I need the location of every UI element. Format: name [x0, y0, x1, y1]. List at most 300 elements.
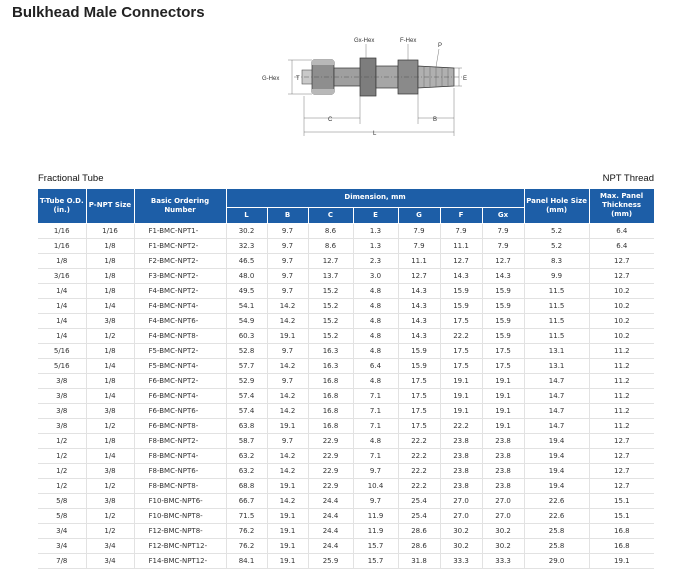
table-row: [38, 343, 654, 358]
cell-dim-g: 22.2: [398, 433, 440, 448]
cell-dim-f: 17.5: [440, 313, 482, 328]
cell-npt-size: 3/8: [86, 403, 134, 418]
cell-dim-g: 14.3: [398, 313, 440, 328]
cell-dim-e: 7.1: [353, 448, 398, 463]
cell-dim-e: 4.8: [353, 328, 398, 343]
cell-dim-l: 60.3: [226, 328, 267, 343]
cell-dim-l: 76.2: [226, 523, 267, 538]
cell-dim-l: 48.0: [226, 268, 267, 283]
cell-ordering-number: F8-BMC-NPT2-: [134, 433, 226, 448]
table-row: [38, 463, 654, 478]
cell-dim-e: 4.8: [353, 373, 398, 388]
cell-dim-gx: 12.7: [482, 253, 524, 268]
cell-dim-b: 9.7: [267, 343, 308, 358]
cell-dim-b: 14.2: [267, 448, 308, 463]
cell-dim-g: 12.7: [398, 268, 440, 283]
cell-panel-thickness: 12.7: [589, 478, 654, 493]
cell-dim-e: 4.8: [353, 433, 398, 448]
cell-dim-l: 57.4: [226, 403, 267, 418]
cell-dim-l: 57.4: [226, 388, 267, 403]
t-label: T: [296, 76, 300, 82]
cell-panel-hole: 22.6: [524, 493, 589, 508]
cell-panel-thickness: 16.8: [589, 523, 654, 538]
cell-dim-g: 17.5: [398, 403, 440, 418]
cell-dim-e: 15.7: [353, 553, 398, 568]
cell-dim-b: 9.7: [267, 223, 308, 238]
cell-ordering-number: F1-BMC-NPT2-: [134, 238, 226, 253]
cell-tube-od: 7/8: [38, 553, 86, 568]
page-title: Bulkhead Male Connectors: [12, 4, 205, 21]
cell-dim-c: 15.2: [308, 328, 353, 343]
cell-dim-gx: 15.9: [482, 283, 524, 298]
cell-npt-size: 3/4: [86, 553, 134, 568]
cell-ordering-number: F8-BMC-NPT4-: [134, 448, 226, 463]
cell-panel-hole: 11.5: [524, 328, 589, 343]
cell-dim-e: 4.8: [353, 313, 398, 328]
cell-dim-b: 19.1: [267, 508, 308, 523]
cell-dim-gx: 23.8: [482, 478, 524, 493]
cell-dim-gx: 23.8: [482, 463, 524, 478]
cell-dim-e: 1.3: [353, 223, 398, 238]
cell-dim-b: 14.2: [267, 358, 308, 373]
cell-panel-thickness: 11.2: [589, 373, 654, 388]
cell-dim-e: 3.0: [353, 268, 398, 283]
cell-dim-g: 7.9: [398, 238, 440, 253]
cell-dim-l: 63.2: [226, 448, 267, 463]
cell-dim-gx: 23.8: [482, 448, 524, 463]
cell-panel-hole: 8.3: [524, 253, 589, 268]
cell-dim-e: 7.1: [353, 418, 398, 433]
cell-panel-hole: 5.2: [524, 223, 589, 238]
cell-dim-gx: 15.9: [482, 328, 524, 343]
c-label: C: [328, 117, 333, 123]
table-row: [38, 313, 654, 328]
cell-dim-g: 17.5: [398, 388, 440, 403]
cell-panel-thickness: 11.2: [589, 403, 654, 418]
cell-dim-b: 9.7: [267, 238, 308, 253]
cell-dim-e: 4.8: [353, 343, 398, 358]
cell-ordering-number: F1-BMC-NPT1-: [134, 223, 226, 238]
cell-tube-od: 1/2: [38, 478, 86, 493]
cell-dim-gx: 23.8: [482, 433, 524, 448]
cell-tube-od: 3/8: [38, 373, 86, 388]
cell-dim-g: 7.9: [398, 223, 440, 238]
spec-table-body: [38, 223, 654, 568]
cell-dim-g: 28.6: [398, 538, 440, 553]
cell-tube-od: 1/2: [38, 463, 86, 478]
table-row: [38, 238, 654, 253]
cell-npt-size: 1/8: [86, 253, 134, 268]
cell-dim-g: 31.8: [398, 553, 440, 568]
cell-npt-size: 1/2: [86, 418, 134, 433]
cell-panel-thickness: 15.1: [589, 508, 654, 523]
cell-dim-f: 19.1: [440, 373, 482, 388]
cell-panel-hole: 19.4: [524, 463, 589, 478]
cell-dim-c: 24.4: [308, 508, 353, 523]
cell-dim-g: 22.2: [398, 463, 440, 478]
cell-dim-c: 22.9: [308, 478, 353, 493]
b-label: B: [433, 117, 438, 123]
cell-tube-od: 1/4: [38, 298, 86, 313]
cell-npt-size: 1/2: [86, 508, 134, 523]
cell-dim-b: 9.7: [267, 433, 308, 448]
cell-panel-hole: 13.1: [524, 343, 589, 358]
cell-dim-l: 58.7: [226, 433, 267, 448]
cell-dim-f: 30.2: [440, 523, 482, 538]
cell-dim-g: 17.5: [398, 418, 440, 433]
cell-dim-b: 19.1: [267, 478, 308, 493]
section-label-tube: Fractional Tube: [38, 173, 104, 184]
header-npt-size: P-NPT Size: [86, 189, 134, 223]
cell-panel-hole: 19.4: [524, 478, 589, 493]
cell-tube-od: 5/8: [38, 508, 86, 523]
cell-dim-e: 7.1: [353, 403, 398, 418]
table-row: [38, 253, 654, 268]
cell-dim-b: 9.7: [267, 253, 308, 268]
cell-panel-hole: 5.2: [524, 238, 589, 253]
cell-panel-thickness: 11.2: [589, 358, 654, 373]
cell-panel-thickness: 10.2: [589, 313, 654, 328]
cell-dim-l: 54.1: [226, 298, 267, 313]
table-row: [38, 298, 654, 313]
cell-ordering-number: F10-BMC-NPT6-: [134, 493, 226, 508]
cell-dim-g: 25.4: [398, 493, 440, 508]
cell-dim-gx: 17.5: [482, 343, 524, 358]
cell-dim-gx: 30.2: [482, 538, 524, 553]
cell-dim-c: 12.7: [308, 253, 353, 268]
e-label: E: [463, 76, 468, 82]
cell-dim-b: 19.1: [267, 418, 308, 433]
cell-tube-od: 3/4: [38, 538, 86, 553]
table-row: [38, 388, 654, 403]
cell-dim-c: 22.9: [308, 433, 353, 448]
cell-tube-od: 3/4: [38, 523, 86, 538]
cell-dim-f: 7.9: [440, 223, 482, 238]
cell-npt-size: 1/8: [86, 268, 134, 283]
cell-panel-thickness: 10.2: [589, 298, 654, 313]
cell-ordering-number: F12-BMC-NPT12-: [134, 538, 226, 553]
table-row: [38, 433, 654, 448]
cell-ordering-number: F8-BMC-NPT6-: [134, 463, 226, 478]
table-row: [38, 268, 654, 283]
cell-dim-g: 25.4: [398, 508, 440, 523]
cell-npt-size: 1/4: [86, 388, 134, 403]
cell-panel-thickness: 11.2: [589, 343, 654, 358]
cell-dim-gx: 17.5: [482, 358, 524, 373]
cell-dim-b: 9.7: [267, 283, 308, 298]
table-row: [38, 553, 654, 568]
cell-dim-l: 54.9: [226, 313, 267, 328]
cell-dim-f: 22.2: [440, 418, 482, 433]
cell-dim-g: 15.9: [398, 343, 440, 358]
header-panel-thickness: Max. Panel Thickness (mm): [589, 189, 654, 223]
cell-ordering-number: F14-BMC-NPT12-: [134, 553, 226, 568]
cell-tube-od: 1/4: [38, 283, 86, 298]
cell-ordering-number: F4-BMC-NPT6-: [134, 313, 226, 328]
cell-dim-g: 28.6: [398, 523, 440, 538]
cell-npt-size: 1/2: [86, 523, 134, 538]
cell-tube-od: 3/8: [38, 403, 86, 418]
header-dim-b: B: [267, 207, 308, 223]
cell-dim-e: 11.9: [353, 523, 398, 538]
cell-dim-c: 15.2: [308, 313, 353, 328]
cell-dim-b: 19.1: [267, 538, 308, 553]
cell-dim-e: 7.1: [353, 388, 398, 403]
cell-tube-od: 1/16: [38, 223, 86, 238]
cell-dim-e: 4.8: [353, 283, 398, 298]
cell-dim-gx: 19.1: [482, 403, 524, 418]
cell-ordering-number: F5-BMC-NPT4-: [134, 358, 226, 373]
cell-panel-hole: 29.0: [524, 553, 589, 568]
header-ordering-number: Basic Ordering Number: [134, 189, 226, 223]
cell-npt-size: 1/16: [86, 223, 134, 238]
cell-dim-f: 17.5: [440, 343, 482, 358]
cell-dim-f: 33.3: [440, 553, 482, 568]
cell-ordering-number: F4-BMC-NPT2-: [134, 283, 226, 298]
cell-dim-b: 14.2: [267, 403, 308, 418]
cell-dim-g: 14.3: [398, 298, 440, 313]
cell-panel-hole: 14.7: [524, 388, 589, 403]
cell-tube-od: 3/8: [38, 388, 86, 403]
cell-dim-g: 15.9: [398, 358, 440, 373]
cell-dim-f: 12.7: [440, 253, 482, 268]
cell-dim-l: 52.8: [226, 343, 267, 358]
cell-dim-c: 8.6: [308, 238, 353, 253]
cell-panel-thickness: 19.1: [589, 553, 654, 568]
cell-ordering-number: F4-BMC-NPT8-: [134, 328, 226, 343]
cell-npt-size: 1/2: [86, 328, 134, 343]
connector-diagram: [258, 30, 478, 146]
p-label: P: [438, 43, 443, 49]
cell-dim-l: 52.9: [226, 373, 267, 388]
cell-panel-thickness: 12.7: [589, 253, 654, 268]
cell-dim-l: 63.8: [226, 418, 267, 433]
cell-dim-e: 6.4: [353, 358, 398, 373]
cell-npt-size: 1/4: [86, 358, 134, 373]
header-panel-hole: Panel Hole Size (mm): [524, 189, 589, 223]
table-row: [38, 358, 654, 373]
cell-panel-hole: 11.5: [524, 298, 589, 313]
cell-dim-c: 15.2: [308, 298, 353, 313]
cell-panel-hole: 19.4: [524, 433, 589, 448]
cell-panel-hole: 14.7: [524, 418, 589, 433]
cell-dim-l: 76.2: [226, 538, 267, 553]
cell-dim-c: 16.8: [308, 388, 353, 403]
cell-dim-gx: 27.0: [482, 493, 524, 508]
g-hex-label: G-Hex: [262, 76, 280, 82]
cell-dim-e: 4.8: [353, 298, 398, 313]
connector-drawing: [258, 30, 478, 146]
header-dim-l: L: [226, 207, 267, 223]
cell-dim-c: 16.8: [308, 418, 353, 433]
cell-tube-od: 3/16: [38, 268, 86, 283]
cell-panel-hole: 13.1: [524, 358, 589, 373]
cell-dim-g: 22.2: [398, 448, 440, 463]
cell-dim-c: 8.6: [308, 223, 353, 238]
cell-dim-b: 19.1: [267, 523, 308, 538]
cell-dim-b: 19.1: [267, 553, 308, 568]
header-dim-g: G: [398, 207, 440, 223]
cell-panel-thickness: 12.7: [589, 463, 654, 478]
cell-dim-l: 57.7: [226, 358, 267, 373]
cell-ordering-number: F6-BMC-NPT2-: [134, 373, 226, 388]
cell-dim-f: 17.5: [440, 358, 482, 373]
header-dim-e: E: [353, 207, 398, 223]
cell-ordering-number: F6-BMC-NPT4-: [134, 388, 226, 403]
cell-dim-e: 1.3: [353, 238, 398, 253]
cell-panel-thickness: 15.1: [589, 493, 654, 508]
table-row: [38, 403, 654, 418]
cell-dim-e: 9.7: [353, 493, 398, 508]
cell-panel-hole: 14.7: [524, 403, 589, 418]
cell-dim-l: 84.1: [226, 553, 267, 568]
cell-tube-od: 1/2: [38, 448, 86, 463]
cell-dim-gx: 19.1: [482, 373, 524, 388]
cell-panel-thickness: 6.4: [589, 223, 654, 238]
cell-dim-gx: 30.2: [482, 523, 524, 538]
cell-ordering-number: F10-BMC-NPT8-: [134, 508, 226, 523]
cell-npt-size: 1/8: [86, 238, 134, 253]
cell-npt-size: 3/8: [86, 313, 134, 328]
cell-dim-e: 9.7: [353, 463, 398, 478]
cell-dim-b: 19.1: [267, 328, 308, 343]
cell-dim-c: 25.9: [308, 553, 353, 568]
cell-tube-od: 3/8: [38, 418, 86, 433]
table-row: [38, 373, 654, 388]
cell-dim-e: 2.3: [353, 253, 398, 268]
cell-dim-f: 23.8: [440, 448, 482, 463]
cell-dim-f: 19.1: [440, 388, 482, 403]
cell-dim-l: 63.2: [226, 463, 267, 478]
cell-dim-l: 49.5: [226, 283, 267, 298]
cell-dim-c: 16.3: [308, 343, 353, 358]
cell-dim-gx: 33.3: [482, 553, 524, 568]
cell-dim-f: 27.0: [440, 493, 482, 508]
cell-ordering-number: F12-BMC-NPT8-: [134, 523, 226, 538]
cell-panel-thickness: 11.2: [589, 418, 654, 433]
cell-dim-gx: 7.9: [482, 223, 524, 238]
cell-dim-f: 22.2: [440, 328, 482, 343]
table-row: [38, 508, 654, 523]
cell-dim-f: 30.2: [440, 538, 482, 553]
cell-npt-size: 1/8: [86, 373, 134, 388]
cell-panel-hole: 25.8: [524, 523, 589, 538]
cell-tube-od: 1/16: [38, 238, 86, 253]
table-row: [38, 328, 654, 343]
cell-tube-od: 5/8: [38, 493, 86, 508]
table-row: [38, 478, 654, 493]
cell-dim-e: 11.9: [353, 508, 398, 523]
cell-ordering-number: F8-BMC-NPT8-: [134, 478, 226, 493]
cell-dim-c: 16.8: [308, 373, 353, 388]
cell-dim-c: 15.2: [308, 283, 353, 298]
header-dim-c: C: [308, 207, 353, 223]
cell-dim-c: 16.8: [308, 403, 353, 418]
spec-table: [38, 189, 655, 569]
cell-dim-e: 10.4: [353, 478, 398, 493]
cell-dim-g: 17.5: [398, 373, 440, 388]
cell-panel-thickness: 6.4: [589, 238, 654, 253]
cell-dim-l: 71.5: [226, 508, 267, 523]
cell-panel-thickness: 10.2: [589, 283, 654, 298]
cell-npt-size: 3/8: [86, 493, 134, 508]
header-tube-od: T-Tube O.D. (in.): [38, 189, 86, 223]
cell-dim-l: 68.8: [226, 478, 267, 493]
cell-dim-b: 9.7: [267, 268, 308, 283]
cell-dim-gx: 19.1: [482, 418, 524, 433]
cell-dim-c: 24.4: [308, 538, 353, 553]
cell-panel-hole: 19.4: [524, 448, 589, 463]
cell-dim-c: 24.4: [308, 523, 353, 538]
cell-ordering-number: F6-BMC-NPT8-: [134, 418, 226, 433]
cell-dim-b: 14.2: [267, 388, 308, 403]
cell-dim-f: 15.9: [440, 298, 482, 313]
cell-dim-b: 14.2: [267, 463, 308, 478]
cell-panel-hole: 25.8: [524, 538, 589, 553]
table-row: [38, 493, 654, 508]
cell-tube-od: 5/16: [38, 358, 86, 373]
cell-panel-hole: 9.9: [524, 268, 589, 283]
cell-panel-thickness: 12.7: [589, 268, 654, 283]
cell-panel-hole: 11.5: [524, 283, 589, 298]
header-dim-f: F: [440, 207, 482, 223]
cell-npt-size: 1/8: [86, 433, 134, 448]
cell-ordering-number: F6-BMC-NPT6-: [134, 403, 226, 418]
cell-dim-f: 27.0: [440, 508, 482, 523]
cell-dim-gx: 19.1: [482, 388, 524, 403]
table-row: [38, 523, 654, 538]
cell-dim-l: 46.5: [226, 253, 267, 268]
cell-npt-size: 1/2: [86, 478, 134, 493]
cell-npt-size: 1/4: [86, 448, 134, 463]
cell-tube-od: 1/2: [38, 433, 86, 448]
cell-dim-gx: 14.3: [482, 268, 524, 283]
cell-dim-b: 14.2: [267, 313, 308, 328]
cell-ordering-number: F3-BMC-NPT2-: [134, 268, 226, 283]
cell-panel-hole: 14.7: [524, 373, 589, 388]
cell-dim-b: 14.2: [267, 493, 308, 508]
cell-panel-thickness: 16.8: [589, 538, 654, 553]
l-label: L: [373, 131, 377, 137]
cell-dim-g: 14.3: [398, 328, 440, 343]
cell-dim-b: 14.2: [267, 298, 308, 313]
cell-panel-thickness: 12.7: [589, 433, 654, 448]
cell-dim-f: 11.1: [440, 238, 482, 253]
cell-dim-f: 23.8: [440, 463, 482, 478]
cell-panel-thickness: 12.7: [589, 448, 654, 463]
cell-dim-e: 15.7: [353, 538, 398, 553]
header-dim-gx: Gx: [482, 207, 524, 223]
table-row: [38, 418, 654, 433]
cell-panel-thickness: 11.2: [589, 388, 654, 403]
cell-ordering-number: F5-BMC-NPT2-: [134, 343, 226, 358]
cell-dim-l: 30.2: [226, 223, 267, 238]
cell-dim-gx: 27.0: [482, 508, 524, 523]
cell-dim-f: 15.9: [440, 283, 482, 298]
cell-dim-gx: 15.9: [482, 313, 524, 328]
cell-dim-f: 14.3: [440, 268, 482, 283]
cell-dim-f: 23.8: [440, 433, 482, 448]
table-row: [38, 448, 654, 463]
cell-tube-od: 1/4: [38, 313, 86, 328]
cell-dim-c: 22.9: [308, 448, 353, 463]
cell-dim-l: 32.3: [226, 238, 267, 253]
cell-dim-f: 23.8: [440, 478, 482, 493]
cell-npt-size: 3/4: [86, 538, 134, 553]
cell-npt-size: 1/8: [86, 343, 134, 358]
cell-dim-g: 14.3: [398, 283, 440, 298]
cell-dim-c: 16.3: [308, 358, 353, 373]
